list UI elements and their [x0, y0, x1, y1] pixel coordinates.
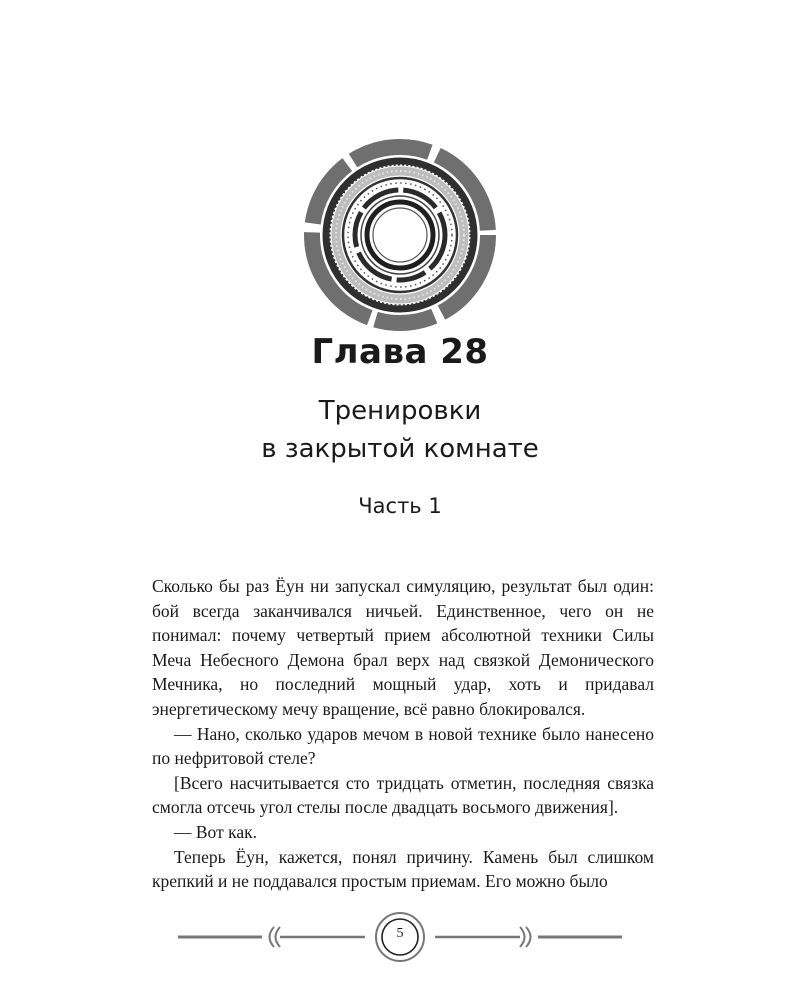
part-label: Часть 1 [358, 494, 442, 518]
chapter-subtitle-line-1: Тренировки [318, 396, 482, 426]
paragraph: — Нано, сколько ударов мечом в новой технике было нанесено по нефритовой стеле? [152, 723, 654, 769]
ornamental-ring-icon [300, 135, 500, 335]
paragraph: Теперь Ёун, кажется, понял причину. Камень был слишком крепкий и не поддавался простым приемам. Его можно было [152, 846, 654, 892]
chapter-subtitle-line-2: в закрытой комнате [261, 434, 539, 464]
body-text [152, 574, 654, 894]
page-number: 5 [396, 926, 404, 941]
paragraph: [Всего насчитывается сто тридцать отметин, последняя связка смогла отсечь угол стелы после двадцать восьмого движения]. [152, 772, 654, 818]
chapter-subtitle [0, 392, 800, 468]
paragraph: — Вот как. [174, 821, 257, 842]
paragraph: Сколько бы раз Ёун ни запускал симуляцию, результат был один: бой всегда заканчивался ничьей. Единственное, чего он не понимал: почему четвертый прием абсолютной техники Силы Меча Небесного Демона брал верх над связкой Демонического Мечника, но последний мощный удар, хоть и придавал энергетическому мечу вращение, всё равно блокировался. [152, 576, 654, 719]
chapter-title: Глава 28 [311, 332, 489, 372]
